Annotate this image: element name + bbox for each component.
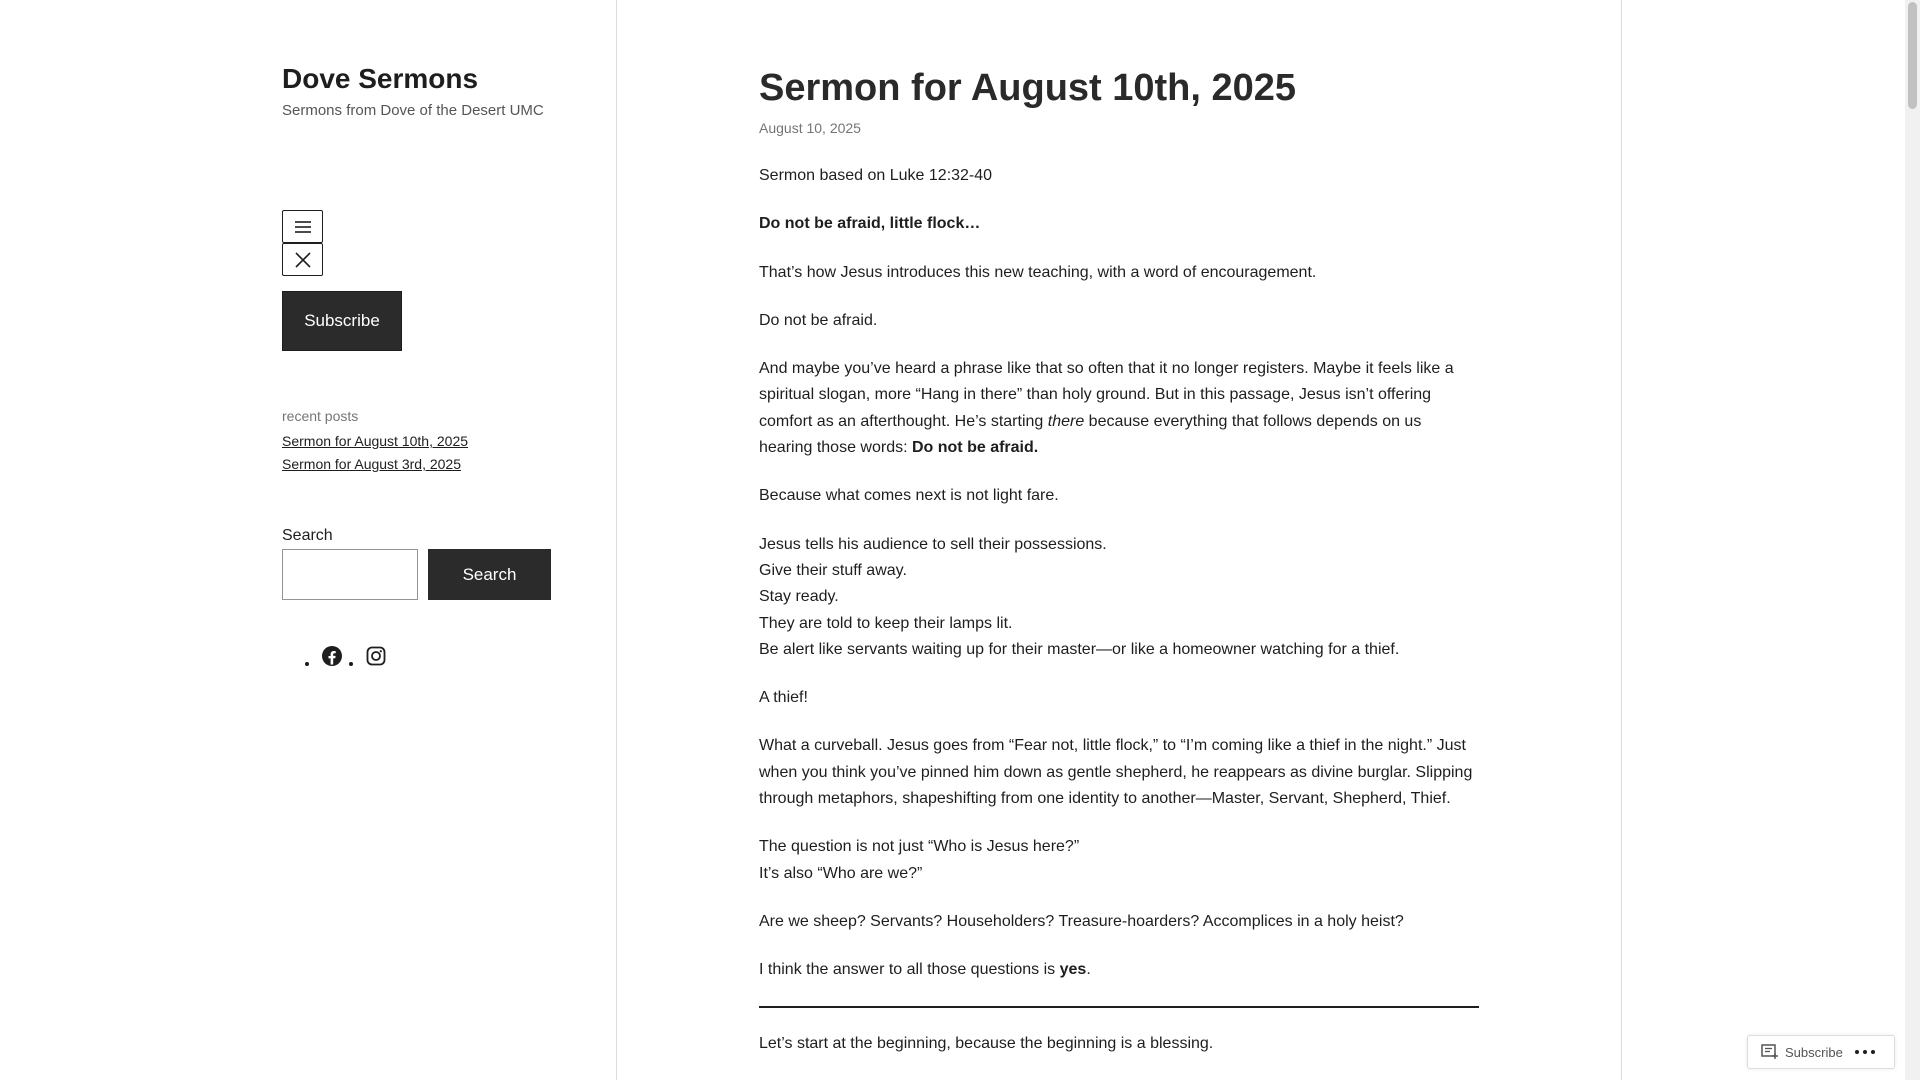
site-description: Sermons from Dove of the Desert UMC: [282, 102, 544, 119]
paragraph: [759, 211, 1479, 237]
text-line: Be alert like servants waiting up for their master—or like a homeowner watching for a thief.: [759, 640, 1400, 658]
content-border: [1621, 0, 1622, 1080]
bold-text: Do not be afraid, little flock…: [759, 215, 981, 233]
paragraph: That’s how Jesus introduces this new teaching, with a word of encouragement.: [759, 263, 1317, 281]
recent-posts-list: [282, 433, 468, 479]
subscribe-button[interactable]: Subscribe: [282, 291, 402, 351]
bold-text: Do not be afraid.: [911, 439, 1039, 457]
text-line: Jesus tells his audience to sell their possessions.: [759, 535, 1107, 553]
floating-subscribe-bar: [1747, 1035, 1895, 1069]
post-date: August 10, 2025: [759, 120, 861, 136]
separator: [759, 1006, 1479, 1008]
recent-post-link[interactable]: Sermon for August 3rd, 2025: [282, 456, 461, 472]
vertical-scrollbar[interactable]: [1905, 0, 1920, 1080]
social-links: [300, 644, 388, 673]
floating-subscribe-label: Subscribe: [1785, 1044, 1843, 1060]
text-line: The question is not just “Who is Jesus here?”: [759, 838, 1080, 856]
list-item: [320, 644, 344, 673]
more-options-icon[interactable]: [1855, 1050, 1875, 1054]
hamburger-menu-icon: [293, 220, 313, 234]
text-line: It’s also “Who are we?”: [759, 864, 923, 882]
text-span: I think the answer to all those questions is: [759, 961, 1060, 979]
paragraph: [759, 532, 1479, 663]
paragraph: Let’s start at the beginning, because the beginning is a blessing.: [759, 1034, 1214, 1052]
facebook-icon[interactable]: [320, 644, 344, 668]
reader-subscribe-icon: [1761, 1044, 1779, 1060]
instagram-icon[interactable]: [364, 644, 388, 668]
paragraph: [759, 356, 1479, 461]
recent-posts-heading: recent posts: [282, 408, 359, 424]
site-title[interactable]: Dove Sermons: [282, 63, 479, 94]
list-item: [364, 644, 388, 673]
post-content: [759, 163, 1479, 1079]
recent-post-link[interactable]: Sermon for August 10th, 2025: [282, 433, 469, 449]
post-title: Sermon for August 10th, 2025: [759, 67, 1297, 109]
search-button[interactable]: Search: [428, 549, 551, 600]
paragraph: Because what comes next is not light fare.: [759, 487, 1059, 505]
italic-text: there: [1047, 412, 1085, 430]
paragraph: Do not be afraid.: [759, 311, 878, 329]
list-item: [282, 456, 468, 479]
paragraph: [759, 834, 1479, 887]
close-menu-button[interactable]: [282, 243, 323, 276]
paragraph: What a curveball. Jesus goes from “Fear not, little flock,” to “I’m coming like a thief in the night.” Just when you think you’ve pinned him down as gentle shepherd, he reappears as divine burglar. Slipping through metaphors, shapeshifting from one identity to another—Master, Servant, Shepherd, Thief.: [759, 737, 1473, 808]
list-item: [282, 433, 468, 456]
paragraph: Are we sheep? Servants? Householders? Treasure-hoarders? Accomplices in a holy heist?: [759, 912, 1404, 930]
search-input[interactable]: [282, 549, 418, 600]
text-span: And maybe you’ve heard a phrase like that so often that it no longer registers. Maybe it feels like a spiritual slogan, more “Hang in there” than holy ground. But in this passage, Jesus isn’t offering comfort as an afterthought. He’s starting: [759, 360, 1454, 430]
text-span: because everything that follows depends on us hearing those words:: [759, 412, 1422, 457]
text-span: .: [1086, 961, 1091, 979]
text-line: Give their stuff away.: [759, 561, 907, 579]
menu-button[interactable]: [282, 210, 323, 243]
search-label: Search: [282, 527, 333, 544]
floating-subscribe-button[interactable]: [1748, 1036, 1843, 1068]
bold-text: yes: [1059, 961, 1087, 979]
sidebar: [0, 0, 617, 1080]
paragraph: [759, 957, 1479, 983]
paragraph: A thief!: [759, 689, 808, 707]
text-line: Stay ready.: [759, 588, 839, 606]
paragraph: Sermon based on Luke 12:32-40: [759, 167, 993, 184]
scrollbar-thumb[interactable]: [1908, 2, 1917, 109]
close-icon: [294, 251, 312, 269]
text-line: They are told to keep their lamps lit.: [759, 614, 1013, 632]
